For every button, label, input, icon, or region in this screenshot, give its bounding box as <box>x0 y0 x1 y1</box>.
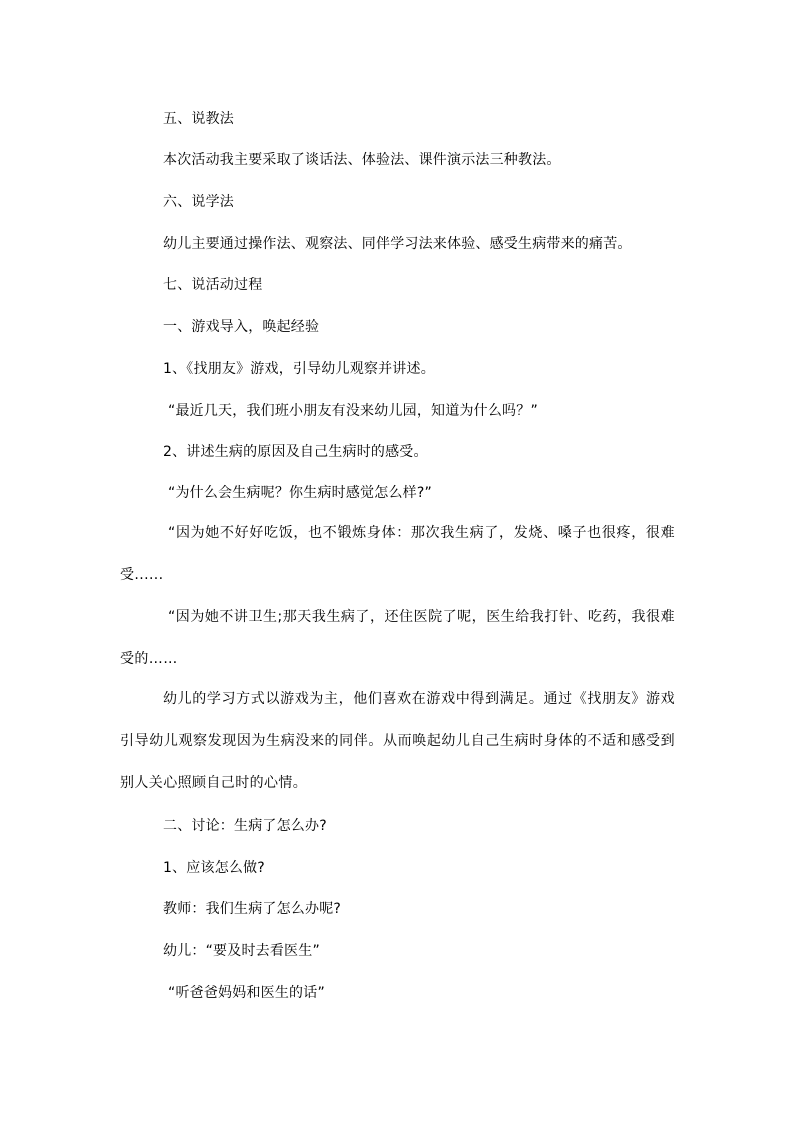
subheading-discussion: 二、讨论：生病了怎么办? <box>163 818 327 834</box>
dialogue-teacher: 教师：我们生病了怎么办呢? <box>163 901 342 917</box>
subheading-game-intro: 一、游戏导入，唤起经验 <box>163 319 320 335</box>
quote-listen-to-parents: “听爸爸妈妈和医生的话” <box>168 985 325 1001</box>
list-item-illness-causes: 2、讲述生病的原因及自己生病时的感受。 <box>163 444 428 460</box>
list-item-find-friends: 1、《找朋友》游戏，引导幼儿观察并讲述。 <box>163 361 435 377</box>
paragraph-teaching-methods: 本次活动我主要采取了谈话法、体验法、课件演示法三种教法。 <box>163 152 561 168</box>
section-heading-activity-process: 七、说活动过程 <box>163 277 263 293</box>
quote-child-answer-2: “因为她不讲卫生;那天我生病了，还住医院了呢，医生给我打针、吃药，我很难受的…… <box>120 609 675 667</box>
quote-teacher-question: “最近几天，我们班小朋友有没来幼儿园，知道为什么吗？” <box>168 403 538 419</box>
quote-why-sick: “为什么会生病呢？你生病时感觉怎么样?” <box>168 485 432 501</box>
paragraph-learning-methods: 幼儿主要通过操作法、观察法、同伴学习法来体验、感受生病带来的痛苦。 <box>163 236 632 252</box>
section-heading-learning-methods: 六、说学法 <box>163 194 234 210</box>
paragraph-summary: 幼儿的学习方式以游戏为主，他们喜欢在游戏中得到满足。通过《找朋友》游戏引导幼儿观察发现因为生病没来的同伴。从而唤起幼儿自己生病时身体的不适和感受到别人关心照顾自己时的心情。 <box>120 691 675 791</box>
list-item-what-to-do: 1、应该怎么做? <box>163 860 265 876</box>
quote-child-answer-1: “因为她不好好吃饭，也不锻炼身体：那次我生病了，发烧、嗓子也很疼，很难受...... <box>120 525 675 583</box>
section-heading-teaching-methods: 五、说教法 <box>163 111 234 127</box>
dialogue-child: 幼儿：“要及时去看医生” <box>163 943 320 959</box>
